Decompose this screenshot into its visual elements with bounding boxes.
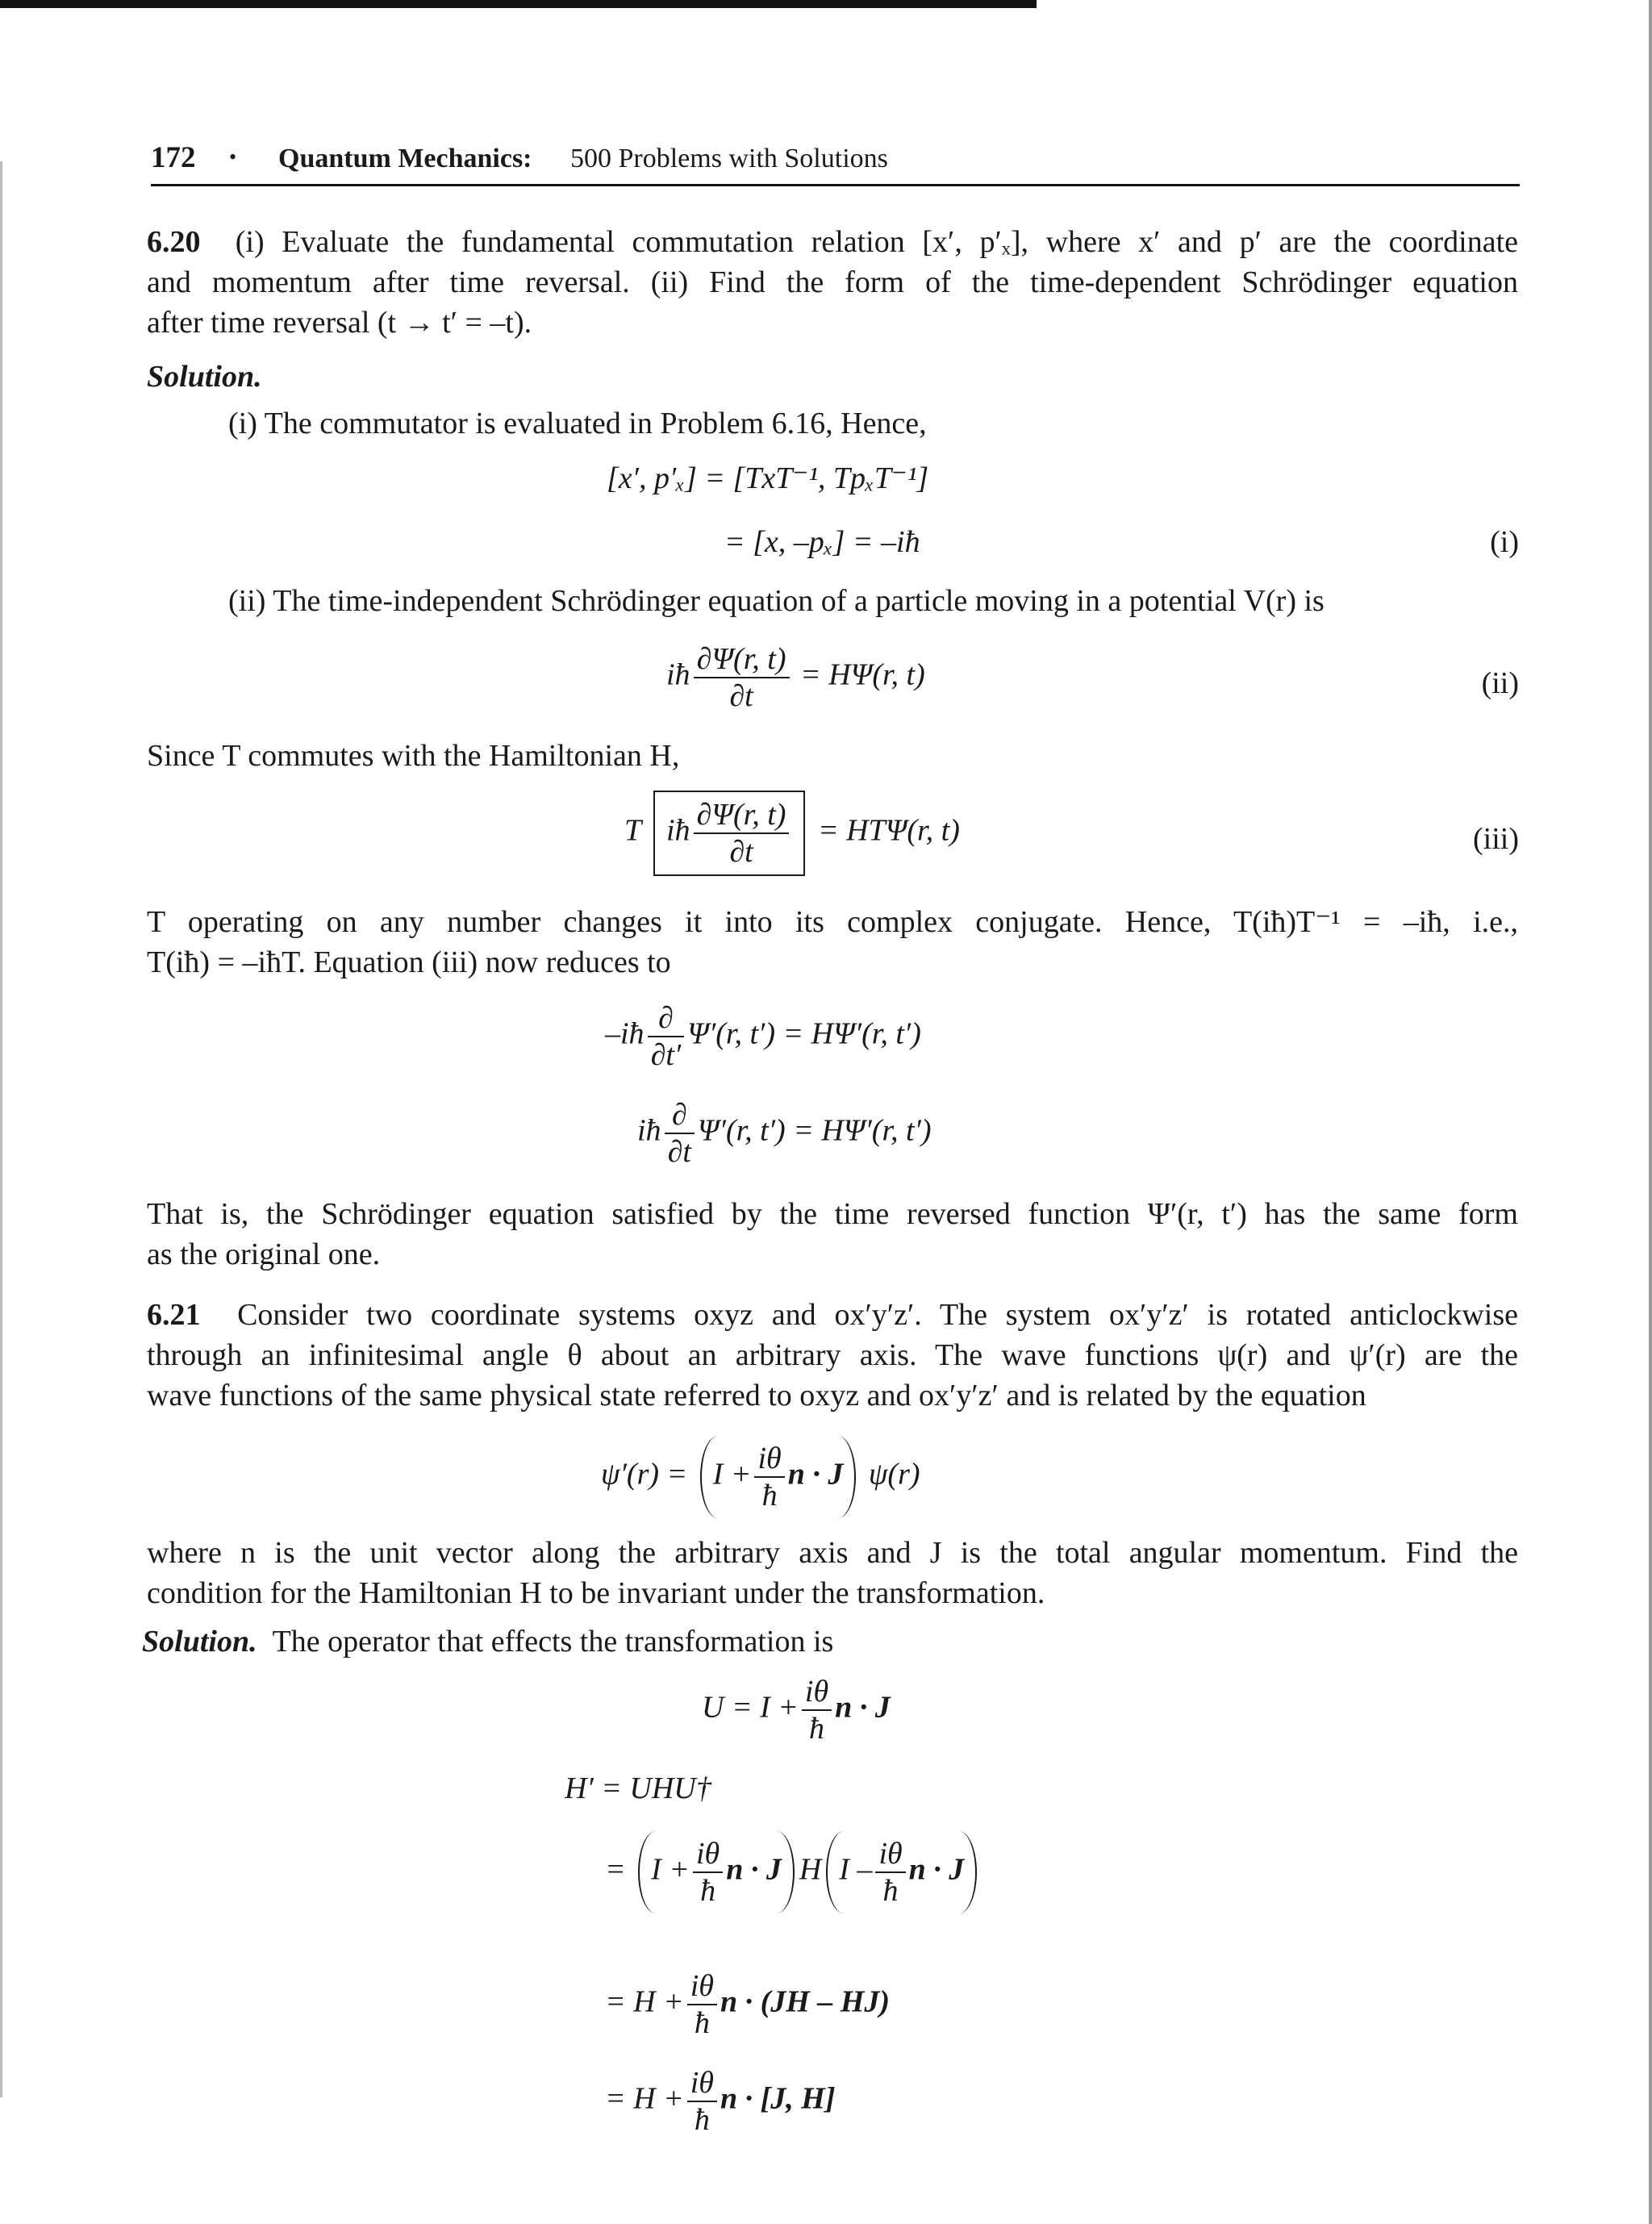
eq-term: = H + <box>605 1984 684 2019</box>
equation-wavefunction-transform <box>601 1436 920 1518</box>
book-subtitle: 500 Problems with Solutions <box>570 144 888 173</box>
eq-term: = <box>605 1852 626 1887</box>
header-bullet: • <box>229 145 237 169</box>
eq-term: I – <box>839 1852 873 1887</box>
fraction-numerator: iθ <box>804 1675 829 1709</box>
problem-text-line: and momentum after time reversal. (ii) Find the form of the time-dependent Schrödinger equation <box>147 265 1518 299</box>
part-ii-text: (ii) The time-independent Schrödinger equation of a particle moving in a potential V(r) is <box>228 584 1325 618</box>
scan-edge-top <box>0 0 1037 8</box>
running-header <box>151 140 1520 186</box>
equation-h-commutator <box>605 2065 835 2138</box>
eq-term: H <box>799 1852 822 1887</box>
equation-h-commutator-expanded <box>605 1968 890 2041</box>
fraction <box>687 2065 717 2138</box>
equation-commutator-result: = [x, –pₓ] = –iħ <box>724 525 920 559</box>
problem-text-line: wave functions of the same physical state referred to oxyz and ox′y′z′ and is related by the equation <box>147 1379 1366 1412</box>
fraction-numerator: ∂Ψ(r, t) <box>696 642 786 676</box>
equation-label: (ii) <box>1481 666 1519 700</box>
fraction <box>693 1836 723 1909</box>
text-line: as the original one. <box>147 1237 381 1271</box>
fraction <box>648 1000 685 1073</box>
equation-reversed-1 <box>605 1000 921 1073</box>
eq-term: ψ′(r) = <box>601 1457 688 1492</box>
fraction-numerator: iθ <box>690 2066 714 2100</box>
solution-label <box>147 357 1518 397</box>
complex-conjugate-text <box>147 902 1518 983</box>
equation-schrodinger <box>666 641 925 714</box>
problem-text-line: after time reversal (t → t′ = –t). <box>147 306 532 340</box>
eq-term: n · [J, H] <box>720 2081 836 2116</box>
eq-term: I + <box>651 1852 690 1887</box>
equation-h-prime-expanded <box>605 1831 982 1913</box>
problem-6-21-statement <box>147 1295 1518 1416</box>
fraction-numerator: iθ <box>695 1837 720 1871</box>
eq-term: n · J <box>787 1457 844 1492</box>
text-line: condition for the Hamiltonian H to be invariant under the transformation. <box>147 1576 1045 1610</box>
conclusion-text <box>147 1194 1518 1275</box>
fraction <box>694 641 790 714</box>
problem-text-line: (i) Evaluate the fundamental commutation relation [x′, p′ₓ], where x′ and p′ are the coordinate <box>235 225 1518 259</box>
page-number: 172 <box>151 141 196 174</box>
fraction-denominator: ħ <box>875 1871 905 1909</box>
equation-commutator: [x′, p′ₓ] = [TxT⁻¹, TpₓT⁻¹] <box>607 461 929 495</box>
problem-6-20-statement <box>147 222 1518 343</box>
solution-text: The operator that effects the transformation is <box>272 1625 834 1659</box>
text-line: where n is the unit vector along the arbitrary axis and J is the total angular momentum. Find the <box>147 1536 1518 1570</box>
eq-term: I + <box>712 1457 752 1492</box>
fraction-denominator: ∂t <box>665 1133 695 1170</box>
where-text <box>147 1533 1518 1613</box>
eq-term: = HΨ(r, t) <box>800 657 925 692</box>
part-i-text: (i) The commutator is evaluated in Problem 6.16, Hence, <box>228 407 927 440</box>
text-line: T operating on any number changes it into its complex conjugate. Hence, T(iħ)T⁻¹ = –iħ, i.e., <box>147 905 1518 939</box>
equation-t-operated <box>624 791 960 876</box>
problem-text-line: through an infinitesimal angle θ about an arbitrary axis. The wave functions ψ(r) and ψ′(r) are the <box>147 1338 1518 1372</box>
solution-621 <box>142 1621 1513 1662</box>
fraction <box>694 797 790 870</box>
fraction <box>687 1968 717 2041</box>
problem-number: 6.21 <box>147 1298 201 1332</box>
fraction-denominator: ∂t′ <box>648 1036 685 1073</box>
book-title: Quantum Mechanics: <box>278 144 532 173</box>
eq-term: T <box>624 813 641 848</box>
fraction-denominator: ħ <box>754 1476 784 1513</box>
parenthesis <box>638 1831 795 1913</box>
fraction <box>754 1441 784 1513</box>
equation-label: (iii) <box>1473 822 1519 856</box>
solution-heading: Solution. <box>147 360 262 394</box>
fraction-numerator: ∂ <box>658 1001 674 1035</box>
equation-reversed-2 <box>637 1097 932 1170</box>
eq-term: U = I + <box>702 1690 799 1725</box>
text-line: T(iħ) = –iħT. Equation (iii) now reduces to <box>147 945 671 979</box>
fraction-denominator: ħ <box>802 1709 832 1746</box>
fraction <box>875 1836 905 1909</box>
fraction-denominator: ∂t <box>694 677 790 714</box>
eq-term: n · (JH – HJ) <box>720 1984 891 2019</box>
parenthesis <box>700 1436 857 1518</box>
fraction-numerator: iθ <box>757 1442 782 1475</box>
eq-term: n · J <box>908 1852 965 1887</box>
fraction-numerator: iθ <box>878 1837 903 1871</box>
fraction-denominator: ħ <box>693 1871 723 1909</box>
commute-text: Since T commutes with the Hamiltonian H, <box>147 739 680 773</box>
fraction-denominator: ħ <box>687 2101 717 2138</box>
eq-term: ψ(r) <box>868 1457 920 1492</box>
text-line: That is, the Schrödinger equation satisfied by the time reversed function Ψ′(r, t′) has the same form <box>147 1197 1518 1231</box>
eq-term: iħ <box>637 1113 661 1148</box>
fraction-numerator: ∂Ψ(r, t) <box>696 798 786 832</box>
eq-term: n · J <box>726 1852 782 1887</box>
eq-term: Ψ′(r, t′) = HΨ′(r, t′) <box>687 1016 921 1051</box>
fraction-denominator: ∂t <box>694 832 790 870</box>
equation-operator-u <box>702 1674 891 1746</box>
parenthesis <box>826 1831 977 1913</box>
eq-term: n · J <box>835 1690 891 1725</box>
eq-term: Ψ′(r, t′) = HΨ′(r, t′) <box>697 1113 932 1148</box>
fraction-denominator: ħ <box>687 2004 717 2041</box>
eq-term: iħ <box>665 813 690 848</box>
fraction-numerator: ∂ <box>671 1098 687 1132</box>
scan-edge-right <box>1649 0 1652 2224</box>
scan-edge-left <box>0 161 2 2097</box>
equation-label: (i) <box>1490 525 1519 559</box>
square-bracket <box>653 791 806 876</box>
eq-term: –iħ <box>605 1016 645 1051</box>
eq-term: = HTΨ(r, t) <box>817 813 960 848</box>
fraction <box>665 1097 695 1170</box>
eq-term: = H + <box>605 2081 684 2116</box>
problem-text-line: Consider two coordinate systems oxyz and ox′y′z′. The system ox′y′z′ is rotated anticlockwise <box>237 1298 1518 1332</box>
eq-term: iħ <box>666 657 690 692</box>
fraction <box>802 1674 832 1746</box>
solution-heading: Solution. <box>142 1625 257 1659</box>
fraction-numerator: iθ <box>690 1969 714 2003</box>
problem-number: 6.20 <box>147 225 201 259</box>
equation-h-prime: H′ = UHU† <box>565 1771 711 1805</box>
